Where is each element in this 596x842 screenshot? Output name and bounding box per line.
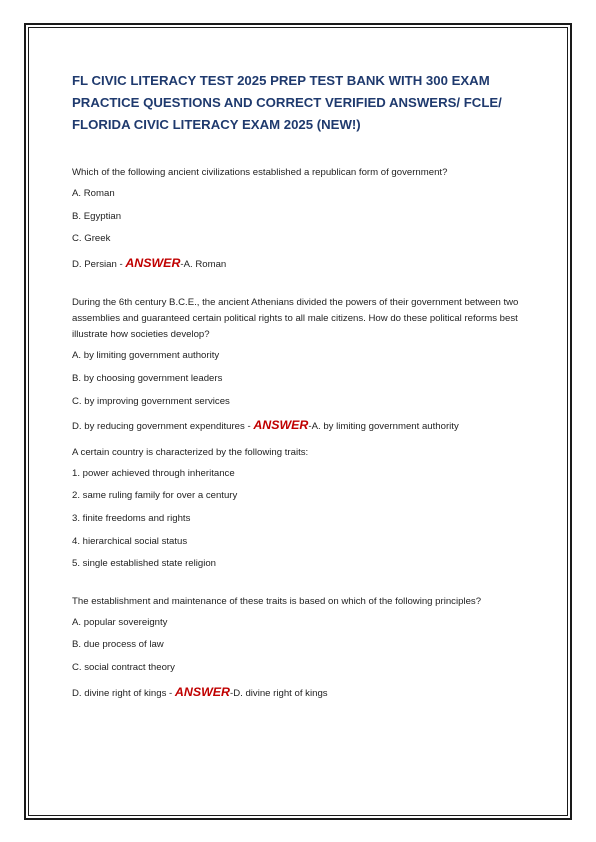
trait-item: 1. power achieved through inheritance bbox=[72, 467, 235, 479]
option-with-answer bbox=[72, 256, 532, 272]
trait-item: 4. hierarchical social status bbox=[72, 535, 188, 547]
option: C. by improving government services bbox=[72, 395, 230, 407]
document-body bbox=[72, 70, 532, 711]
option: A. Roman bbox=[72, 188, 115, 199]
trait-item: 5. single established state religion bbox=[72, 558, 216, 570]
document-title: FL CIVIC LITERACY TEST 2025 PREP TEST BANK WITH 300 EXAM PRACTICE QUESTIONS AND CORRECT VERIFIED ANSWERS/ FCLE/ FLORIDA CIVIC LITERACY EXAM 2025 (NEW!) bbox=[72, 73, 502, 132]
option: A. by limiting government authority bbox=[72, 350, 220, 362]
traits-block bbox=[72, 445, 532, 570]
question-block bbox=[72, 165, 532, 272]
option: D. Persian - bbox=[72, 258, 126, 270]
answer-text: -D. divine right of kings bbox=[230, 687, 328, 699]
option: A. popular sovereignty bbox=[72, 616, 168, 628]
answer-text: -A. by limiting government authority bbox=[308, 421, 459, 433]
question-block bbox=[72, 594, 532, 701]
answer-label: ANSWER bbox=[125, 255, 181, 270]
option: D. by reducing government expenditures - bbox=[72, 421, 254, 433]
option: B. by choosing government leaders bbox=[72, 372, 223, 384]
answer-label: ANSWER bbox=[174, 684, 230, 699]
trait-item: 2. same ruling family for over a century bbox=[72, 490, 238, 502]
trait-item: 3. finite freedoms and rights bbox=[72, 512, 191, 524]
question-text: The establishment and maintenance of these traits is based on which of the following principles? bbox=[72, 595, 482, 607]
answer-label: ANSWER bbox=[253, 418, 309, 433]
question-block bbox=[72, 295, 532, 434]
option: B. due process of law bbox=[72, 639, 164, 651]
option-with-answer bbox=[72, 418, 532, 434]
question-text: A certain country is characterized by the following traits: bbox=[72, 446, 309, 458]
option-with-answer bbox=[72, 685, 532, 701]
option: C. social contract theory bbox=[72, 661, 175, 673]
option: C. Greek bbox=[72, 233, 111, 245]
option: B. Egyptian bbox=[72, 210, 122, 222]
answer-text: -A. Roman bbox=[180, 258, 227, 270]
question-text: Which of the following ancient civilizations established a republican form of government? bbox=[72, 167, 448, 178]
question-text: During the 6th century B.C.E., the ancient Athenians divided the powers of their government between two assemblies and guaranteed certain political rights to all male citizens. How do these political reforms best illustrate how societies develop? bbox=[72, 297, 519, 341]
option: D. divine right of kings - bbox=[72, 687, 175, 699]
